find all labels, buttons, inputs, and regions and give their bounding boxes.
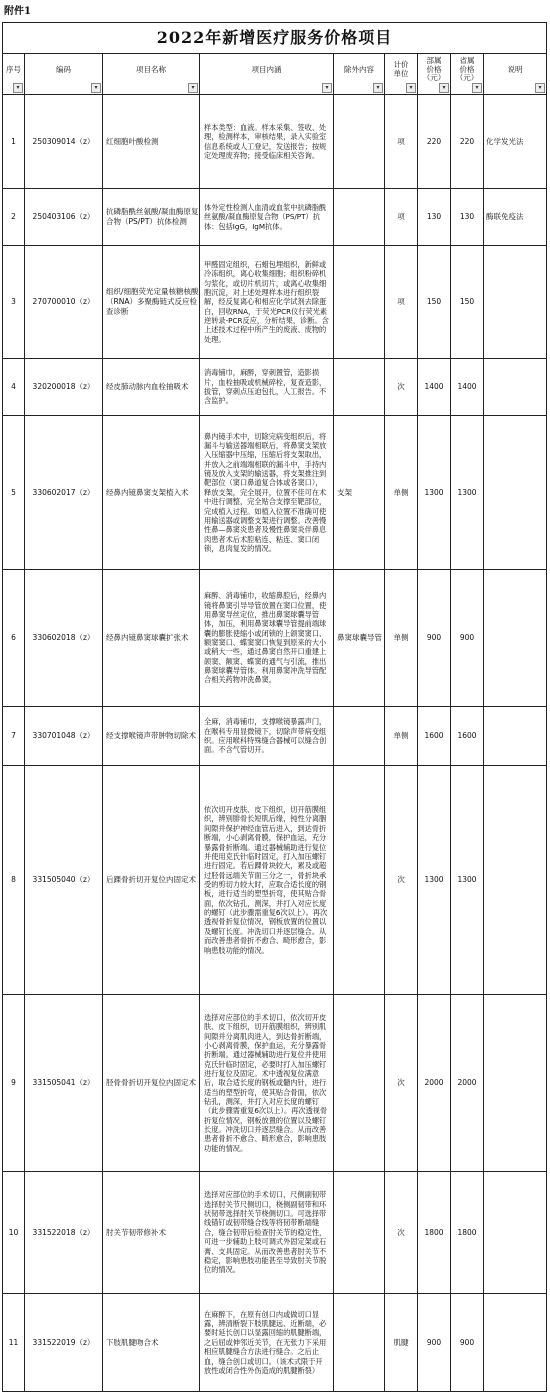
cell-seq: 5 bbox=[3, 416, 25, 570]
filter-dropdown-icon[interactable]: ▾ bbox=[373, 83, 383, 93]
cell-content: 在麻醉下，在原有创口内或做切口显露，辨清断裂下肢肌腱远、近断端，必要时延长创口以显露回缩的肌腱断端，之后屈或伸邻近关节，在无张力下采用相应肌腱缝合方法进行缝合。之后止血，缝合创口或切口。（该术式限于开放性或闭合性外伤造成的肌腱断裂） bbox=[200, 1294, 334, 1392]
table-row bbox=[3, 189, 547, 246]
table-title: 2022年新增医疗服务价格项目 bbox=[3, 23, 547, 54]
filter-dropdown-icon[interactable]: ▾ bbox=[406, 83, 416, 93]
price-items-table bbox=[2, 22, 547, 1392]
cell-dept-price: 900 bbox=[418, 1294, 451, 1392]
cell-content: 鼻内镜手术中，切除完病变组织后，将漏斗与输送器端相联后，将鼻窦支架放入压缩器中压缩，压缩后将支架取出，并放入之前端端相联的漏斗中，手持内镜及放入支架的输送器，将支架推注到靶部位（窦口鼻道复合体或各窦口），释放支架，完全展开，位置不佳可在术中进行调整，完全贴合支撑至靶部位，完成植入过程。如植入位置不准确可使用输送器或调整支架进行调整。改善慢性鼻—鼻窦炎患者及慢性鼻窦炎伴鼻息肉患者术后术腔粘连、粘连、窦口闭锁，息肉复发的情况。 bbox=[200, 416, 334, 570]
cell-note bbox=[484, 359, 547, 416]
cell-prov-price: 2000 bbox=[451, 995, 484, 1172]
cell-exclusion bbox=[334, 1294, 385, 1392]
cell-note bbox=[484, 416, 547, 570]
cell-name: 后踝骨折切开复位内固定术 bbox=[103, 766, 200, 995]
cell-name: 经鼻内镜鼻窦支架植入术 bbox=[103, 416, 200, 570]
header-seq: 序号 ▾ bbox=[3, 54, 25, 95]
cell-content: 麻醉、消毒铺巾，收缩鼻腔后，经鼻内镜将鼻窦引导导管放置在窦口位置，使用鼻窦导丝定位，推出鼻窦球囊导管体，加压，利用鼻窦球囊导管提前端球囊的膨胀使缩小或闭锁的上颌窦窦口、额窦窦口、蝶窦窦口恢复到原来的大小或稍大一些，通过鼻窦自然开口重建上颌窦、额窦、蝶窦的通气与引流，推出鼻窦球囊导管体。利用鼻窦冲洗导管配合相关药物冲洗鼻窦。 bbox=[200, 570, 334, 707]
cell-seq: 4 bbox=[3, 359, 25, 416]
cell-prov-price: 1800 bbox=[451, 1172, 484, 1294]
cell-dept-price: 130 bbox=[418, 189, 451, 246]
cell-code: 331522018（z） bbox=[25, 1172, 103, 1294]
cell-unit: 次 bbox=[385, 1172, 418, 1294]
cell-dept-price: 150 bbox=[418, 246, 451, 359]
cell-name: 红细胞叶酸检测 bbox=[103, 95, 200, 189]
cell-code: 331522019（z） bbox=[25, 1294, 103, 1392]
cell-code: 320200018（z） bbox=[25, 359, 103, 416]
cell-seq: 7 bbox=[3, 707, 25, 766]
cell-name: 抗磷脂酰丝氨酸/凝血酶原复合物（PS/PT）抗体检测 bbox=[103, 189, 200, 246]
cell-note bbox=[484, 766, 547, 995]
cell-content: 选择对应部位的手术切口，尺侧副韧带选择肘关节尺侧切口，桡侧副韧带和环状韧带选择肘关节桡侧切口。可选择带线锚钉或韧带缝合线等将韧带断端缝合，缝合韧带后检查肘关节的稳定性，可进一步辅助上肢可调式外固定架或石膏、支具固定。从而改善患者肘关节不稳定，影响患肢功能甚至导致肘关节脱位的情况。 bbox=[200, 1172, 334, 1294]
cell-note bbox=[484, 707, 547, 766]
filter-dropdown-icon[interactable]: ▾ bbox=[13, 83, 23, 93]
cell-code: 331505041（z） bbox=[25, 995, 103, 1172]
cell-seq: 8 bbox=[3, 766, 25, 995]
cell-exclusion bbox=[334, 707, 385, 766]
cell-prov-price: 220 bbox=[451, 95, 484, 189]
cell-dept-price: 2000 bbox=[418, 995, 451, 1172]
cell-dept-price: 1600 bbox=[418, 707, 451, 766]
table-row bbox=[3, 359, 547, 416]
cell-content: 甲醛固定组织，石蜡包埋组织，新鲜或冷冻组织，离心收集细胞；组织粉碎机匀浆化，或切片机切片，或离心收集细胞沉淀，对上述处理样本进行组织裂解，经反复离心和相应化学试剂去除蛋白，回收RNA，于荧光PCR仪行荧光素逆转录-PCR反应，分析结果，诊断。含上述技术过程中所产生的废液、废物的处理。 bbox=[200, 246, 334, 359]
cell-dept-price: 1400 bbox=[418, 359, 451, 416]
cell-unit: 单侧 bbox=[385, 570, 418, 707]
cell-content: 消毒铺巾，麻醉，穿刺置管，造影损片，血栓抽吸或机械碎栓，复查造影，拔管，穿刺点压迫包扎，人工报告。不含监护。 bbox=[200, 359, 334, 416]
cell-code: 250309014（z） bbox=[25, 95, 103, 189]
cell-content: 样本类型：血液。样本采集、签收、处理，检测样本，审核结果，录入实验室信息系统或人工登记，发送报告；按规定处理废弃物；接受临床相关咨询。 bbox=[200, 95, 334, 189]
cell-exclusion: 支架 bbox=[334, 416, 385, 570]
cell-prov-price: 150 bbox=[451, 246, 484, 359]
cell-seq: 11 bbox=[3, 1294, 25, 1392]
filter-dropdown-icon[interactable]: ▾ bbox=[535, 83, 545, 93]
cell-seq: 6 bbox=[3, 570, 25, 707]
cell-seq: 1 bbox=[3, 95, 25, 189]
header-content: 项目内涵 ▾ bbox=[200, 54, 334, 95]
header-note: 说明 ▾ bbox=[484, 54, 547, 95]
cell-unit: 次 bbox=[385, 766, 418, 995]
cell-prov-price: 1400 bbox=[451, 359, 484, 416]
cell-unit: 单侧 bbox=[385, 416, 418, 570]
cell-name: 经支撑喉镜声带肿物切除术 bbox=[103, 707, 200, 766]
table-row bbox=[3, 246, 547, 359]
cell-unit: 单侧 bbox=[385, 707, 418, 766]
cell-dept-price: 1300 bbox=[418, 766, 451, 995]
cell-note: 酶联免疫法 bbox=[484, 189, 547, 246]
filter-dropdown-icon[interactable]: ▾ bbox=[472, 83, 482, 93]
cell-dept-price: 1800 bbox=[418, 1172, 451, 1294]
cell-unit: 项 bbox=[385, 95, 418, 189]
cell-exclusion bbox=[334, 246, 385, 359]
filter-dropdown-icon[interactable]: ▾ bbox=[91, 83, 101, 93]
table-row bbox=[3, 1172, 547, 1294]
cell-unit: 次 bbox=[385, 995, 418, 1172]
attachment-label: 附件1 bbox=[4, 6, 31, 17]
cell-code: 330602017（z） bbox=[25, 416, 103, 570]
filter-dropdown-icon[interactable]: ▾ bbox=[322, 83, 332, 93]
cell-prov-price: 1300 bbox=[451, 766, 484, 995]
header-dept-price: 部属 价格 （元） ▾ bbox=[418, 54, 451, 95]
header-exclusion: 除外内容 ▾ bbox=[334, 54, 385, 95]
cell-content: 依次切开皮肤、皮下组织，切开筋膜组织，辨别腓骨长短肌后缘，钝性分离胭间隙并保护神经血管后进入，到达骨折断端，小心剥离骨膜，保护血运，充分暴露骨折断端。通过器械辅助进行复位并使用克氏针临时固定，打入加压螺钉进行固定。若后踝骨块较大，累及或超过胫骨远端关节面三分之一，骨折块承受的剪切力较大时，应取合适长度的钢板，进行适当的塑型折弯，使其贴合骨面，依次钻孔，测深，并打入对应长度的螺钉（此步骤需重复6次以上）。再次透视骨折复位情况，钢板放置的位置以及螺钉长度。冲洗切口并逐层缝合。从而改善患者骨折不愈合、畸形愈合，影响患肢功能的情况。 bbox=[200, 766, 334, 995]
cell-unit: 项 bbox=[385, 246, 418, 359]
header-prov-price: 省属 价格 （元） ▾ bbox=[451, 54, 484, 95]
cell-note bbox=[484, 995, 547, 1172]
cell-name: 胫骨骨折切开复位内固定术 bbox=[103, 995, 200, 1172]
cell-note bbox=[484, 246, 547, 359]
cell-content: 选择对应部位的手术切口，依次切开皮肤、皮下组织，切开筋膜组织，辨别肌间隙并分离肌肉进入，到达骨折断端，小心剥离骨膜，保护血运，充分暴露骨折断端。通过器械辅助进行复位并使用克氏针临时固定，必要时打入加压螺钉进行复位及固定。术中透视复位满意后，取合适长度的钢板或髓内针，进行适当的塑型折弯，使其贴合骨面，依次钻孔，测深，并打入对应长度的螺钉（此步骤需重复6次以上）。再次透视骨折复位情况，钢板放置的位置以及螺钉长度。冲洗切口并逐层缝合。从而改善患者骨折不愈合、畸形愈合，影响患肢功能的情况。 bbox=[200, 995, 334, 1172]
cell-note: 化学发光法 bbox=[484, 95, 547, 189]
cell-prov-price: 900 bbox=[451, 1294, 484, 1392]
cell-content: 全麻，消毒铺巾，支撑喉镜暴露声门，在喉科专用显微镜下，切除声带病变组织。应用喉科特殊缝合器械可以缝合创面。不含气管切开。 bbox=[200, 707, 334, 766]
cell-name: 肘关节韧带修补术 bbox=[103, 1172, 200, 1294]
header-name: 项目名称 ▾ bbox=[103, 54, 200, 95]
cell-seq: 3 bbox=[3, 246, 25, 359]
cell-exclusion bbox=[334, 766, 385, 995]
cell-exclusion: 鼻窦球囊导管 bbox=[334, 570, 385, 707]
cell-unit: 肌腱 bbox=[385, 1294, 418, 1392]
cell-seq: 10 bbox=[3, 1172, 25, 1294]
cell-name: 下肢肌腱吻合术 bbox=[103, 1294, 200, 1392]
cell-dept-price: 900 bbox=[418, 570, 451, 707]
header-code: 编码 ▾ bbox=[25, 54, 103, 95]
cell-exclusion bbox=[334, 189, 385, 246]
cell-code: 330602018（z） bbox=[25, 570, 103, 707]
table-row bbox=[3, 995, 547, 1172]
cell-content: 体外定性检测人血清或血浆中抗磷脂酰丝氨酸/凝血酶原复合物（PS/PT）抗体：包括IgG，IgM抗体。 bbox=[200, 189, 334, 246]
cell-note bbox=[484, 1172, 547, 1294]
table-row bbox=[3, 766, 547, 995]
cell-seq: 9 bbox=[3, 995, 25, 1172]
table-row bbox=[3, 1294, 547, 1392]
cell-seq: 2 bbox=[3, 189, 25, 246]
filter-dropdown-icon[interactable]: ▾ bbox=[439, 83, 449, 93]
cell-dept-price: 1300 bbox=[418, 416, 451, 570]
cell-code: 270700010（z） bbox=[25, 246, 103, 359]
cell-code: 250403106（z） bbox=[25, 189, 103, 246]
cell-code: 331505040（z） bbox=[25, 766, 103, 995]
cell-name: 经皮肺动脉内血栓抽吸术 bbox=[103, 359, 200, 416]
cell-exclusion bbox=[334, 95, 385, 189]
cell-note bbox=[484, 1294, 547, 1392]
header-unit: 计价 单位 ▾ bbox=[385, 54, 418, 95]
header-row bbox=[3, 54, 547, 95]
cell-prov-price: 130 bbox=[451, 189, 484, 246]
cell-name: 经鼻内镜鼻窦球囊扩张术 bbox=[103, 570, 200, 707]
table-row bbox=[3, 570, 547, 707]
cell-name: 组织/细胞荧光定量核糖核酸（RNA）多聚酶链式反应检查诊断 bbox=[103, 246, 200, 359]
cell-prov-price: 900 bbox=[451, 570, 484, 707]
cell-unit: 项 bbox=[385, 189, 418, 246]
cell-code: 330701048（z） bbox=[25, 707, 103, 766]
cell-prov-price: 1600 bbox=[451, 707, 484, 766]
cell-unit: 次 bbox=[385, 359, 418, 416]
cell-note bbox=[484, 570, 547, 707]
table-row bbox=[3, 416, 547, 570]
cell-exclusion bbox=[334, 359, 385, 416]
cell-prov-price: 1300 bbox=[451, 416, 484, 570]
cell-exclusion bbox=[334, 1172, 385, 1294]
filter-dropdown-icon[interactable]: ▾ bbox=[188, 83, 198, 93]
cell-exclusion bbox=[334, 995, 385, 1172]
table-row bbox=[3, 95, 547, 189]
cell-dept-price: 220 bbox=[418, 95, 451, 189]
table-row bbox=[3, 707, 547, 766]
